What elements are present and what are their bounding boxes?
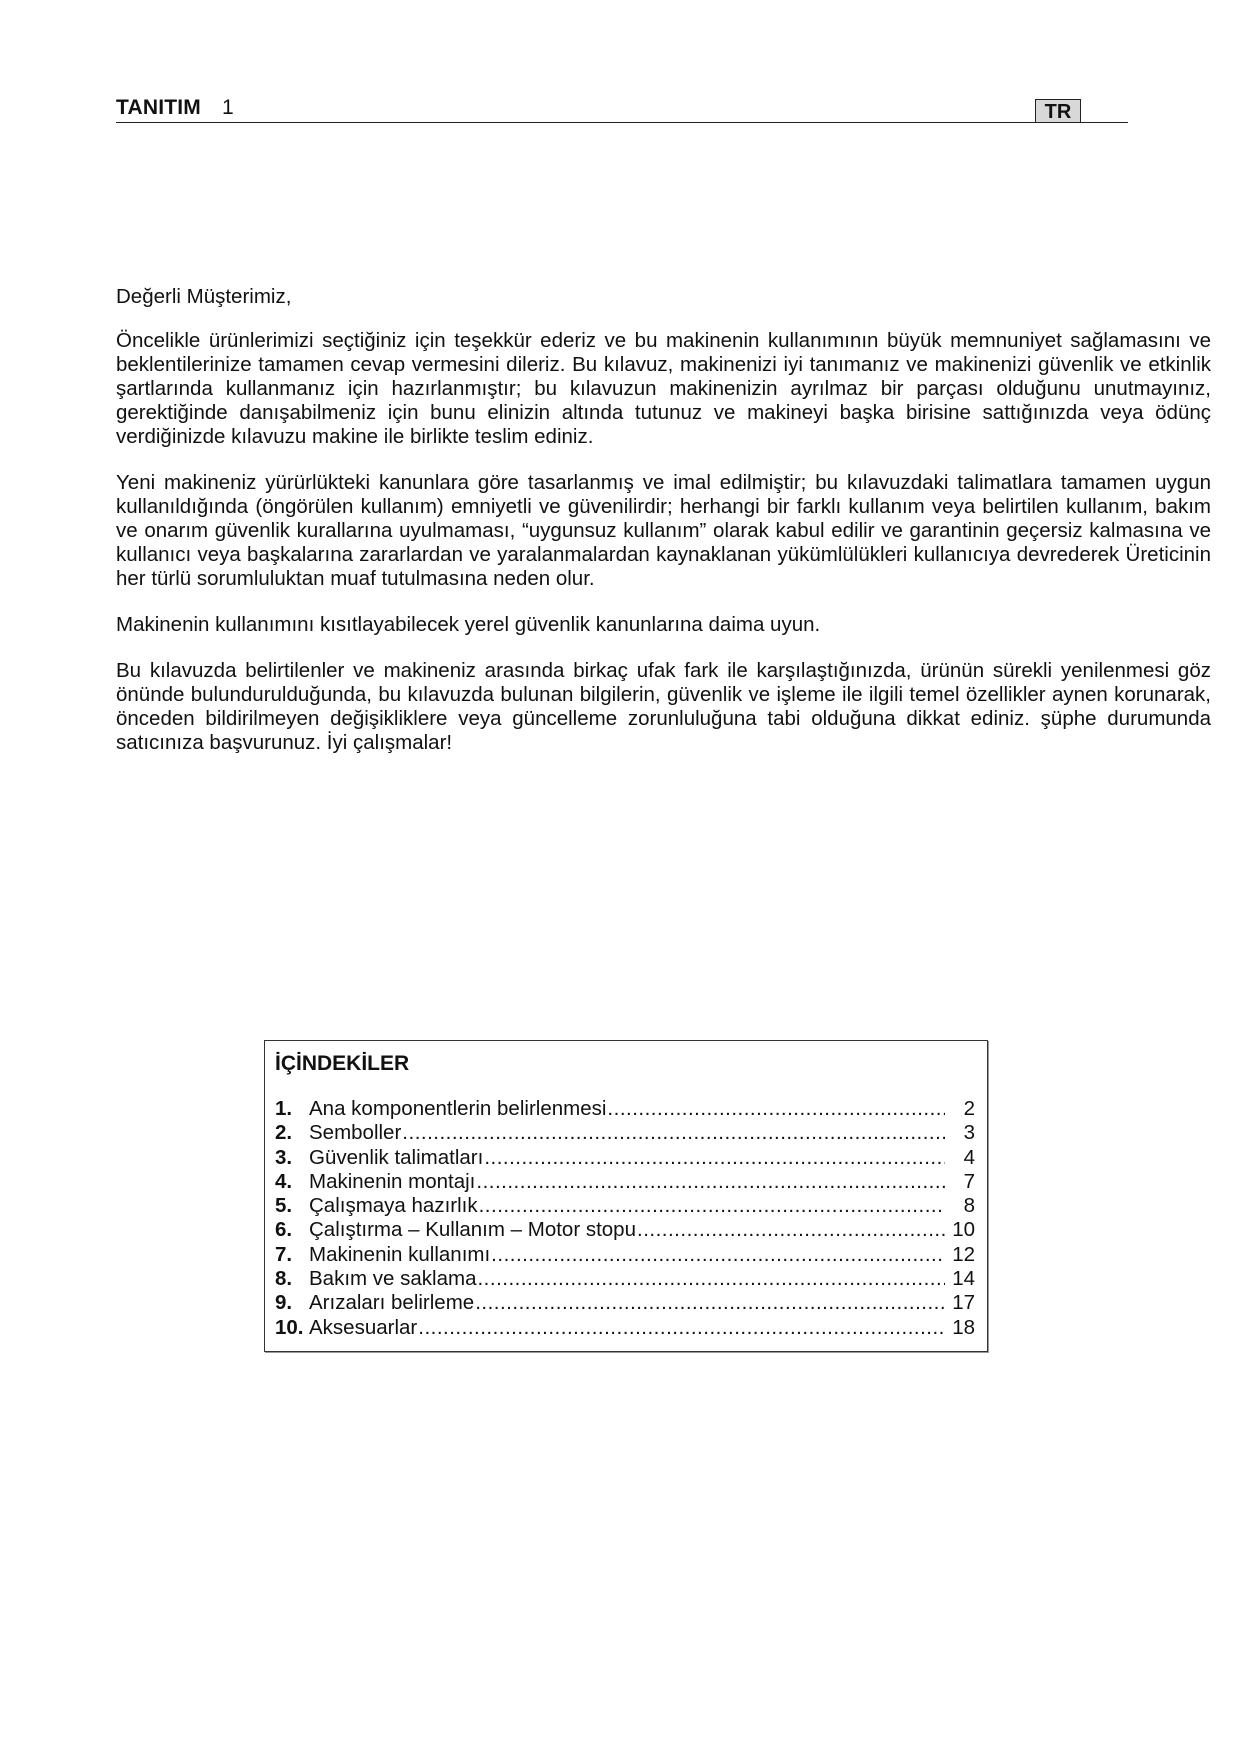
toc-item-number: 7. [275,1242,293,1266]
toc-list [275,1097,975,1340]
toc-item [275,1170,975,1194]
toc-item-page: 8 [963,1194,975,1218]
toc-item-number: 4. [275,1169,293,1193]
toc-item-label: Semboller [309,1121,402,1145]
toc-item-label: Ana komponentlerin belirlenmesi [309,1097,607,1120]
greeting: Değerli Müşterimiz, [116,285,292,308]
toc-dot-leader [491,1243,945,1267]
paragraph-differences: Bu kılavuzda belirtilenler ve makineniz arasında birkaç ufak fark ile karşılaştığınızda, ürünün sürekli yenilenmesi göz önünde bulundurulduğunda, bu kılavuzda bulunan bilgilerin, güvenlik ve işleme ile ilgili temel özellikler aynen korunarak, önceden bildirilmeyen değişikliklere veya güncelleme zorunluluğuna tabi olduğuna dikkat ediniz. şüphe durumunda satıcınıza başvurunuz. İyi çalışmalar! [116,659,1211,754]
toc-dot-leader [476,1170,945,1194]
toc-item [275,1267,975,1291]
toc-item-label: Aksesuarlar [309,1315,418,1339]
toc-item-label: Çalıştırma – Kullanım – Motor stopu [309,1218,636,1242]
toc-dot-leader [477,1267,945,1291]
toc-item-page: 2 [963,1097,975,1120]
toc-item-page: 17 [952,1291,975,1315]
toc-item-number: 8. [275,1267,293,1291]
toc-item-page: 18 [952,1315,975,1339]
toc-dot-leader [637,1218,945,1242]
toc-item-number: 9. [275,1291,293,1315]
toc-item-label: Bakım ve saklama [309,1267,477,1291]
toc-item-number: 3. [275,1145,293,1169]
toc-title: İÇİNDEKİLER [275,1052,410,1075]
toc-dot-leader [484,1146,945,1170]
toc-item-number: 10. [275,1315,304,1339]
paragraph-intro: Öncelikle ürünlerimizi seçtiğiniz için teşekkür ederiz ve bu makinenin kullanımının büyük memnuniyet sağlamasını ve beklentilerinize tamamen cevap vermesini dileriz. Bu kılavuz, makinenizi iyi tanımanız ve makinenizi güvenlik ve etkinlik şartlarında kullanmanız için hazırlanmıştır; bu kılavuzun makinenizin ayrılmaz bir parçası olduğunu unutmayınız, gerektiğinde danışabilmeniz için bunu elinizin altında tutunuz ve makineyi başka birisine sattığınızda veya ödünç verdiğinizde kılavuzu makine ile birlikte teslim ediniz. [116,329,1211,448]
introduction-text [116,285,1211,777]
toc-item [275,1097,975,1121]
toc-item-number: 6. [275,1218,293,1242]
table-of-contents [264,1040,988,1352]
toc-item-label: Makinenin montajı [309,1169,476,1193]
toc-item [275,1218,975,1242]
page-number: 1 [222,96,234,119]
paragraph-local-laws: Makinenin kullanımını kısıtlayabilecek yerel güvenlik kanunlarına daima uyun. [116,613,821,636]
toc-dot-leader [418,1316,945,1340]
section-title: TANITIM [116,96,201,119]
toc-item-page: 10 [952,1218,975,1242]
toc-item [275,1243,975,1267]
toc-item-page: 12 [952,1242,975,1266]
toc-item [275,1121,975,1145]
toc-item-page: 14 [952,1267,975,1291]
toc-item-page: 3 [963,1121,975,1145]
toc-dot-leader [479,1194,945,1218]
toc-item [275,1316,975,1340]
toc-item-label: Makinenin kullanımı [309,1242,491,1266]
toc-item-page: 4 [963,1145,975,1169]
toc-item-number: 2. [275,1121,293,1145]
toc-item-page: 7 [963,1169,975,1193]
toc-dot-leader [607,1097,945,1121]
toc-item-number: 1. [275,1097,293,1120]
toc-item [275,1291,975,1315]
toc-item-number: 5. [275,1194,293,1218]
paragraph-legal: Yeni makineniz yürürlükteki kanunlara göre tasarlanmış ve imal edilmiştir; bu kılavuzdaki talimatlara tamamen uygun kullanıldığında (öngörülen kullanım) emniyetli ve güvenilirdir; herhangi bir farklı kullanım veya belirtilen kullanım, bakım ve onarım güvenlik kurallarına uyulmaması, “uygunsuz kullanım” olarak kabul edilir ve garantinin geçersiz kalmasına ve kullanıcı veya başkalarına zararlardan ve yaralanmalardan kaynaklanan yükümlülükleri kullanıcıya devrederek Üreticinin her türlü sorumluluktan muaf tutulmasına neden olur. [116,471,1211,590]
toc-item-label: Arızaları belirleme [309,1291,475,1315]
toc-item [275,1146,975,1170]
toc-item-label: Çalışmaya hazırlık [309,1194,478,1218]
toc-dot-leader [475,1291,945,1315]
language-badge: TR [1035,99,1081,122]
toc-item-label: Güvenlik talimatları [309,1145,484,1169]
toc-dot-leader [402,1121,945,1145]
page-header [116,94,1128,123]
toc-item [275,1194,975,1218]
